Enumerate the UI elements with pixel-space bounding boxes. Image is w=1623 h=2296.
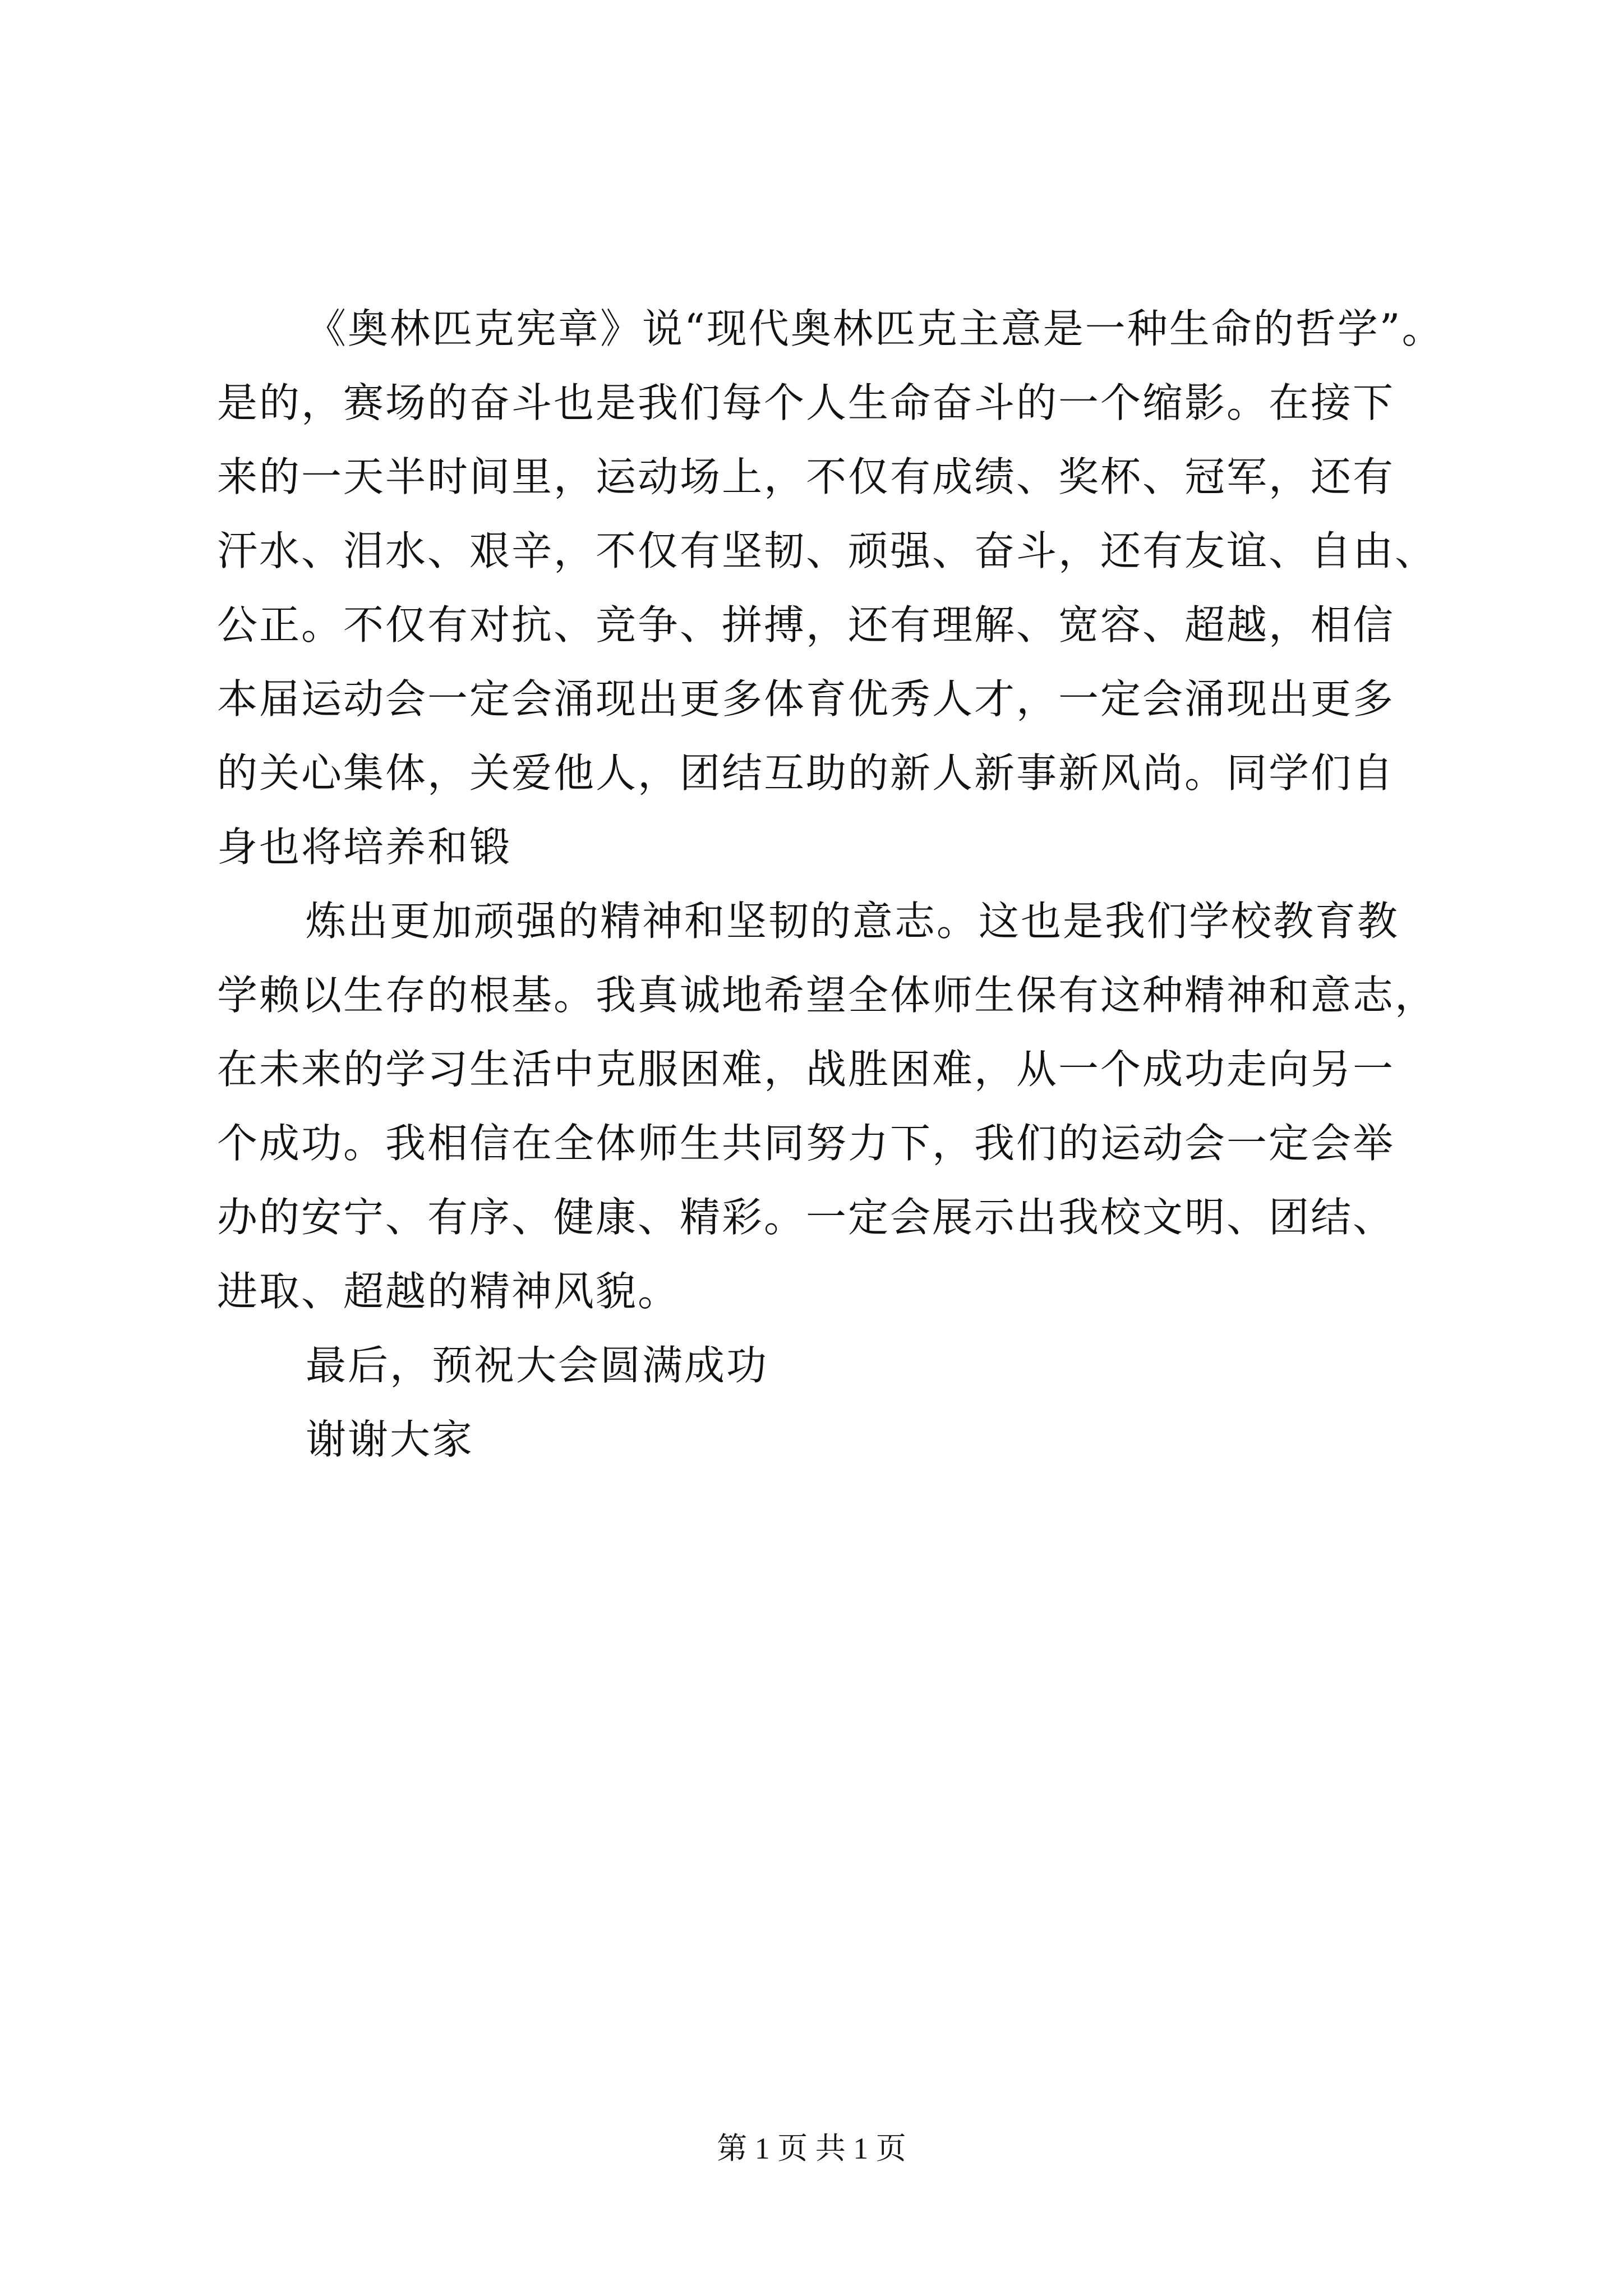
text-line: 《奥林匹克宪章》说“现代奥林匹克主意是一种生命的哲学”。 bbox=[306, 305, 1444, 352]
paragraph-1 bbox=[217, 292, 1444, 884]
text-line: 办的安宁、有序、健康、精彩。一定会展示出我校文明、团结、 bbox=[217, 1194, 1395, 1241]
paragraph-3 bbox=[217, 1328, 1428, 1402]
text-line: 个成功。我相信在全体师生共同努力下，我们的运动会一定会举 bbox=[217, 1120, 1395, 1167]
text-line: 身也将培养和锻 bbox=[217, 823, 512, 871]
text-line: 的关心集体，关爱他人，团结互助的新人新事新风尚。同学们自 bbox=[217, 749, 1395, 797]
paragraph-2 bbox=[217, 884, 1437, 1328]
page-indicator: 第 1 页 共 1 页 bbox=[717, 2132, 906, 2165]
paragraph-4 bbox=[217, 1402, 1428, 1476]
text-line: 汗水、泪水、艰辛，不仅有坚韧、顽强、奋斗，还有友谊、自由、 bbox=[217, 527, 1437, 574]
text-line: 学赖以生存的根基。我真诚地希望全体师生保有这种精神和意志， bbox=[217, 972, 1437, 1019]
text-line: 炼出更加顽强的精神和坚韧的意志。这也是我们学校教育教 bbox=[306, 898, 1400, 945]
body-text bbox=[217, 292, 1444, 1476]
text-line: 最后，预祝大会圆满成功 bbox=[306, 1342, 769, 1389]
text-line: 本届运动会一定会涌现出更多体育优秀人才，一定会涌现出更多 bbox=[217, 675, 1395, 723]
text-line: 谢谢大家 bbox=[306, 1416, 474, 1463]
text-line: 是的，赛场的奋斗也是我们每个人生命奋斗的一个缩影。在接下 bbox=[217, 379, 1395, 426]
text-line: 公正。不仅有对抗、竞争、拼搏，还有理解、宽容、超越，相信 bbox=[217, 601, 1395, 648]
page-footer bbox=[0, 2129, 1623, 2168]
text-line: 进取、超越的精神风貌。 bbox=[217, 1268, 680, 1315]
text-line: 在未来的学习生活中克服困难，战胜困难，从一个成功走向另一 bbox=[217, 1046, 1395, 1093]
text-line: 来的一天半时间里，运动场上，不仅有成绩、奖杯、冠军，还有 bbox=[217, 453, 1395, 500]
